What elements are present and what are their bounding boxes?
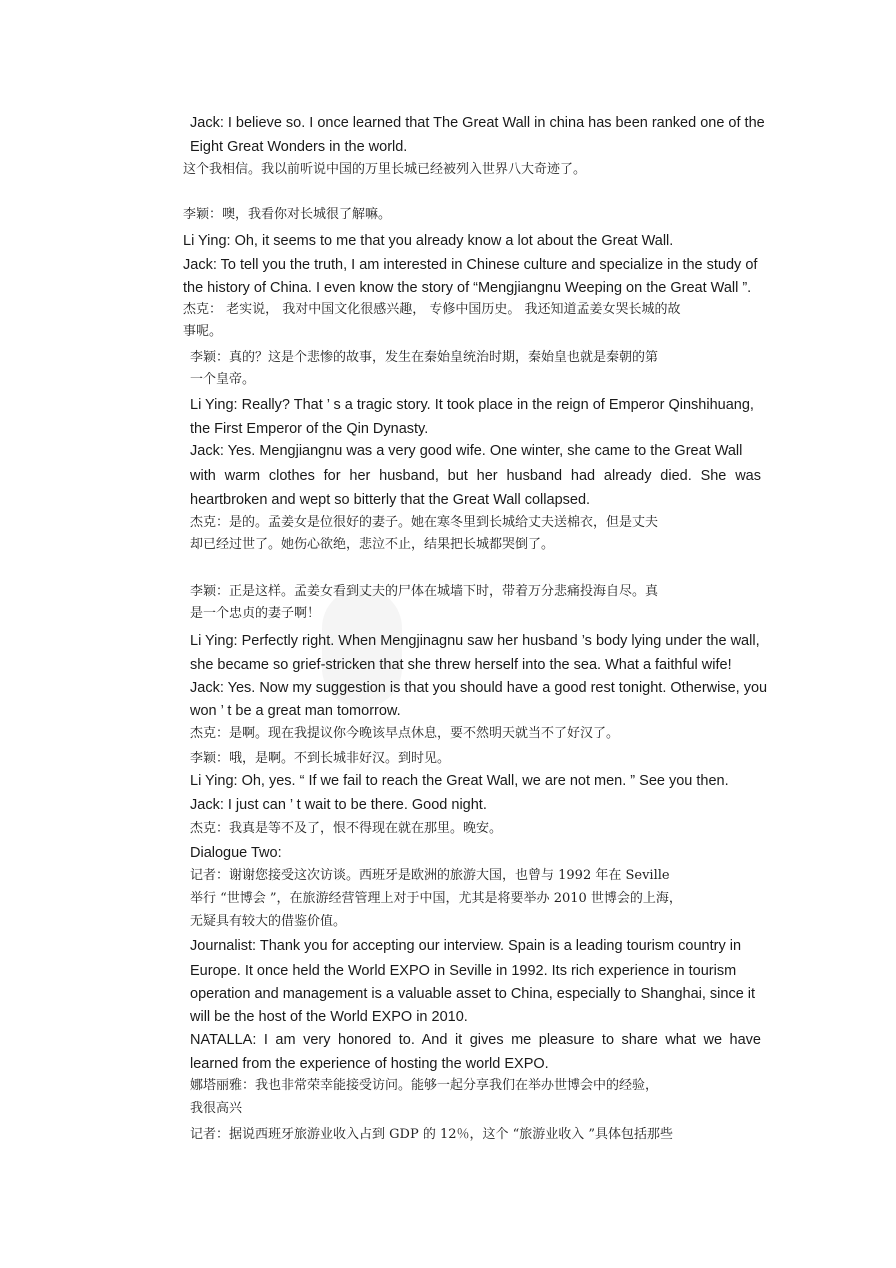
text-line: 举行 “世博会 ”，在旅游经营管理上对于中国，尤其是将要举办 2010 世博会的上海， <box>190 891 682 906</box>
text-line: operation and management is a valuable asset to China, especially to Shanghai, since it <box>190 986 756 1002</box>
text-line: 李颖：哦，是啊。不到长城非好汉。到时见。 <box>190 751 451 766</box>
text-line: Jack: I just can ’ t wait to be there. Good night. <box>190 797 487 813</box>
text-line: 是一个忠贞的妻子啊！ <box>190 606 321 621</box>
text-line: she became so grief-stricken that she threw herself into the sea. What a faithful wife! <box>190 657 732 673</box>
text-line: Jack: Yes. Now my suggestion is that you should have a good rest tonight. Otherwise, you <box>190 680 768 696</box>
text-line: Journalist: Thank you for accepting our interview. Spain is a leading tourism country in <box>190 938 742 954</box>
text-line: Europe. It once held the World EXPO in Seville in 1992. Its rich experience in tourism <box>190 963 737 979</box>
text-line: 无疑具有较大的借鉴价值。 <box>190 914 347 929</box>
text-line: 一个皇帝。 <box>190 372 256 387</box>
text-line: Jack: I believe so. I once learned that The Great Wall in china has been ranked one of the <box>190 115 765 131</box>
text-line: heartbroken and wept so bitterly that the Great Wall collapsed. <box>190 492 591 508</box>
text-line: 我很高兴 <box>190 1101 243 1116</box>
text-line: learned from the experience of hosting the world EXPO. <box>190 1056 549 1072</box>
text-line: 李颖：噢，我看你对长城很了解嘛。 <box>183 207 392 222</box>
text-line: 这个我相信。我以前听说中国的万里长城已经被列入世界八大奇迹了。 <box>183 162 587 177</box>
dialogue-heading: Dialogue Two: <box>190 845 282 861</box>
text-line: won ’ t be a great man tomorrow. <box>190 703 401 719</box>
text-line: 李颖：正是这样。孟姜女看到丈夫的尸体在城墙下时，带着万分悲痛投海自尽。真 <box>190 584 659 599</box>
text-line: 娜塔丽雅：我也非常荣幸能接受访问。能够一起分享我们在举办世博会中的经验， <box>190 1078 659 1093</box>
text-line: with warm clothes for her husband, but her husband had already died. She was <box>190 468 761 484</box>
text-line: 记者：谢谢您接受这次访谈。西班牙是欧洲的旅游大国，也曾与 1992 年在 Seville <box>190 868 670 883</box>
text-line: 记者：据说西班牙旅游业收入占到 GDP 的 12％，这个 “旅游业收入 ”具体包括那些 <box>190 1127 674 1142</box>
text-line: Jack: Yes. Mengjiangnu was a very good wife. One winter, she came to the Great Wall <box>190 443 743 459</box>
text-line: Li Ying: Perfectly right. When Mengjinagnu saw her husband ’s body lying under the wall, <box>190 633 760 649</box>
text-line: Li Ying: Oh, yes. “ If we fail to reach the Great Wall, we are not men. ” See you then. <box>190 773 729 789</box>
text-line: NATALLA: I am very honored to. And it gives me pleasure to share what we have <box>190 1032 761 1048</box>
text-line: the history of China. I even know the story of “Mengjiangnu Weeping on the Great Wall ”. <box>183 280 752 296</box>
text-line: 杰克： 老实说， 我对中国文化很感兴趣， 专修中国历史。 我还知道孟姜女哭长城的故 <box>183 302 681 317</box>
text-line: 事呢。 <box>183 324 223 339</box>
text-line: 杰克：是啊。现在我提议你今晚该早点休息，要不然明天就当不了好汉了。 <box>190 726 620 741</box>
text-line: Eight Great Wonders in the world. <box>190 139 408 155</box>
text-line: Li Ying: Oh, it seems to me that you already know a lot about the Great Wall. <box>183 233 674 249</box>
text-line: 杰克：我真是等不及了，恨不得现在就在那里。晚安。 <box>190 821 503 836</box>
text-line: Jack: To tell you the truth, I am interested in Chinese culture and specialize in the study of <box>183 257 758 273</box>
text-line: 杰克：是的。孟姜女是位很好的妻子。她在寒冬里到长城给丈夫送棉衣，但是丈夫 <box>190 515 659 530</box>
text-line: Li Ying: Really? That ’ s a tragic story. It took place in the reign of Emperor Qinshihuang, <box>190 397 754 413</box>
text-line: will be the host of the World EXPO in 2010. <box>190 1009 468 1025</box>
text-line: 却已经过世了。她伤心欲绝，悲泣不止，结果把长城都哭倒了。 <box>190 537 555 552</box>
text-line: 李颖：真的？这是个悲惨的故事，发生在秦始皇统治时期，秦始皇也就是秦朝的第 <box>190 350 659 365</box>
text-line: the First Emperor of the Qin Dynasty. <box>190 421 429 437</box>
